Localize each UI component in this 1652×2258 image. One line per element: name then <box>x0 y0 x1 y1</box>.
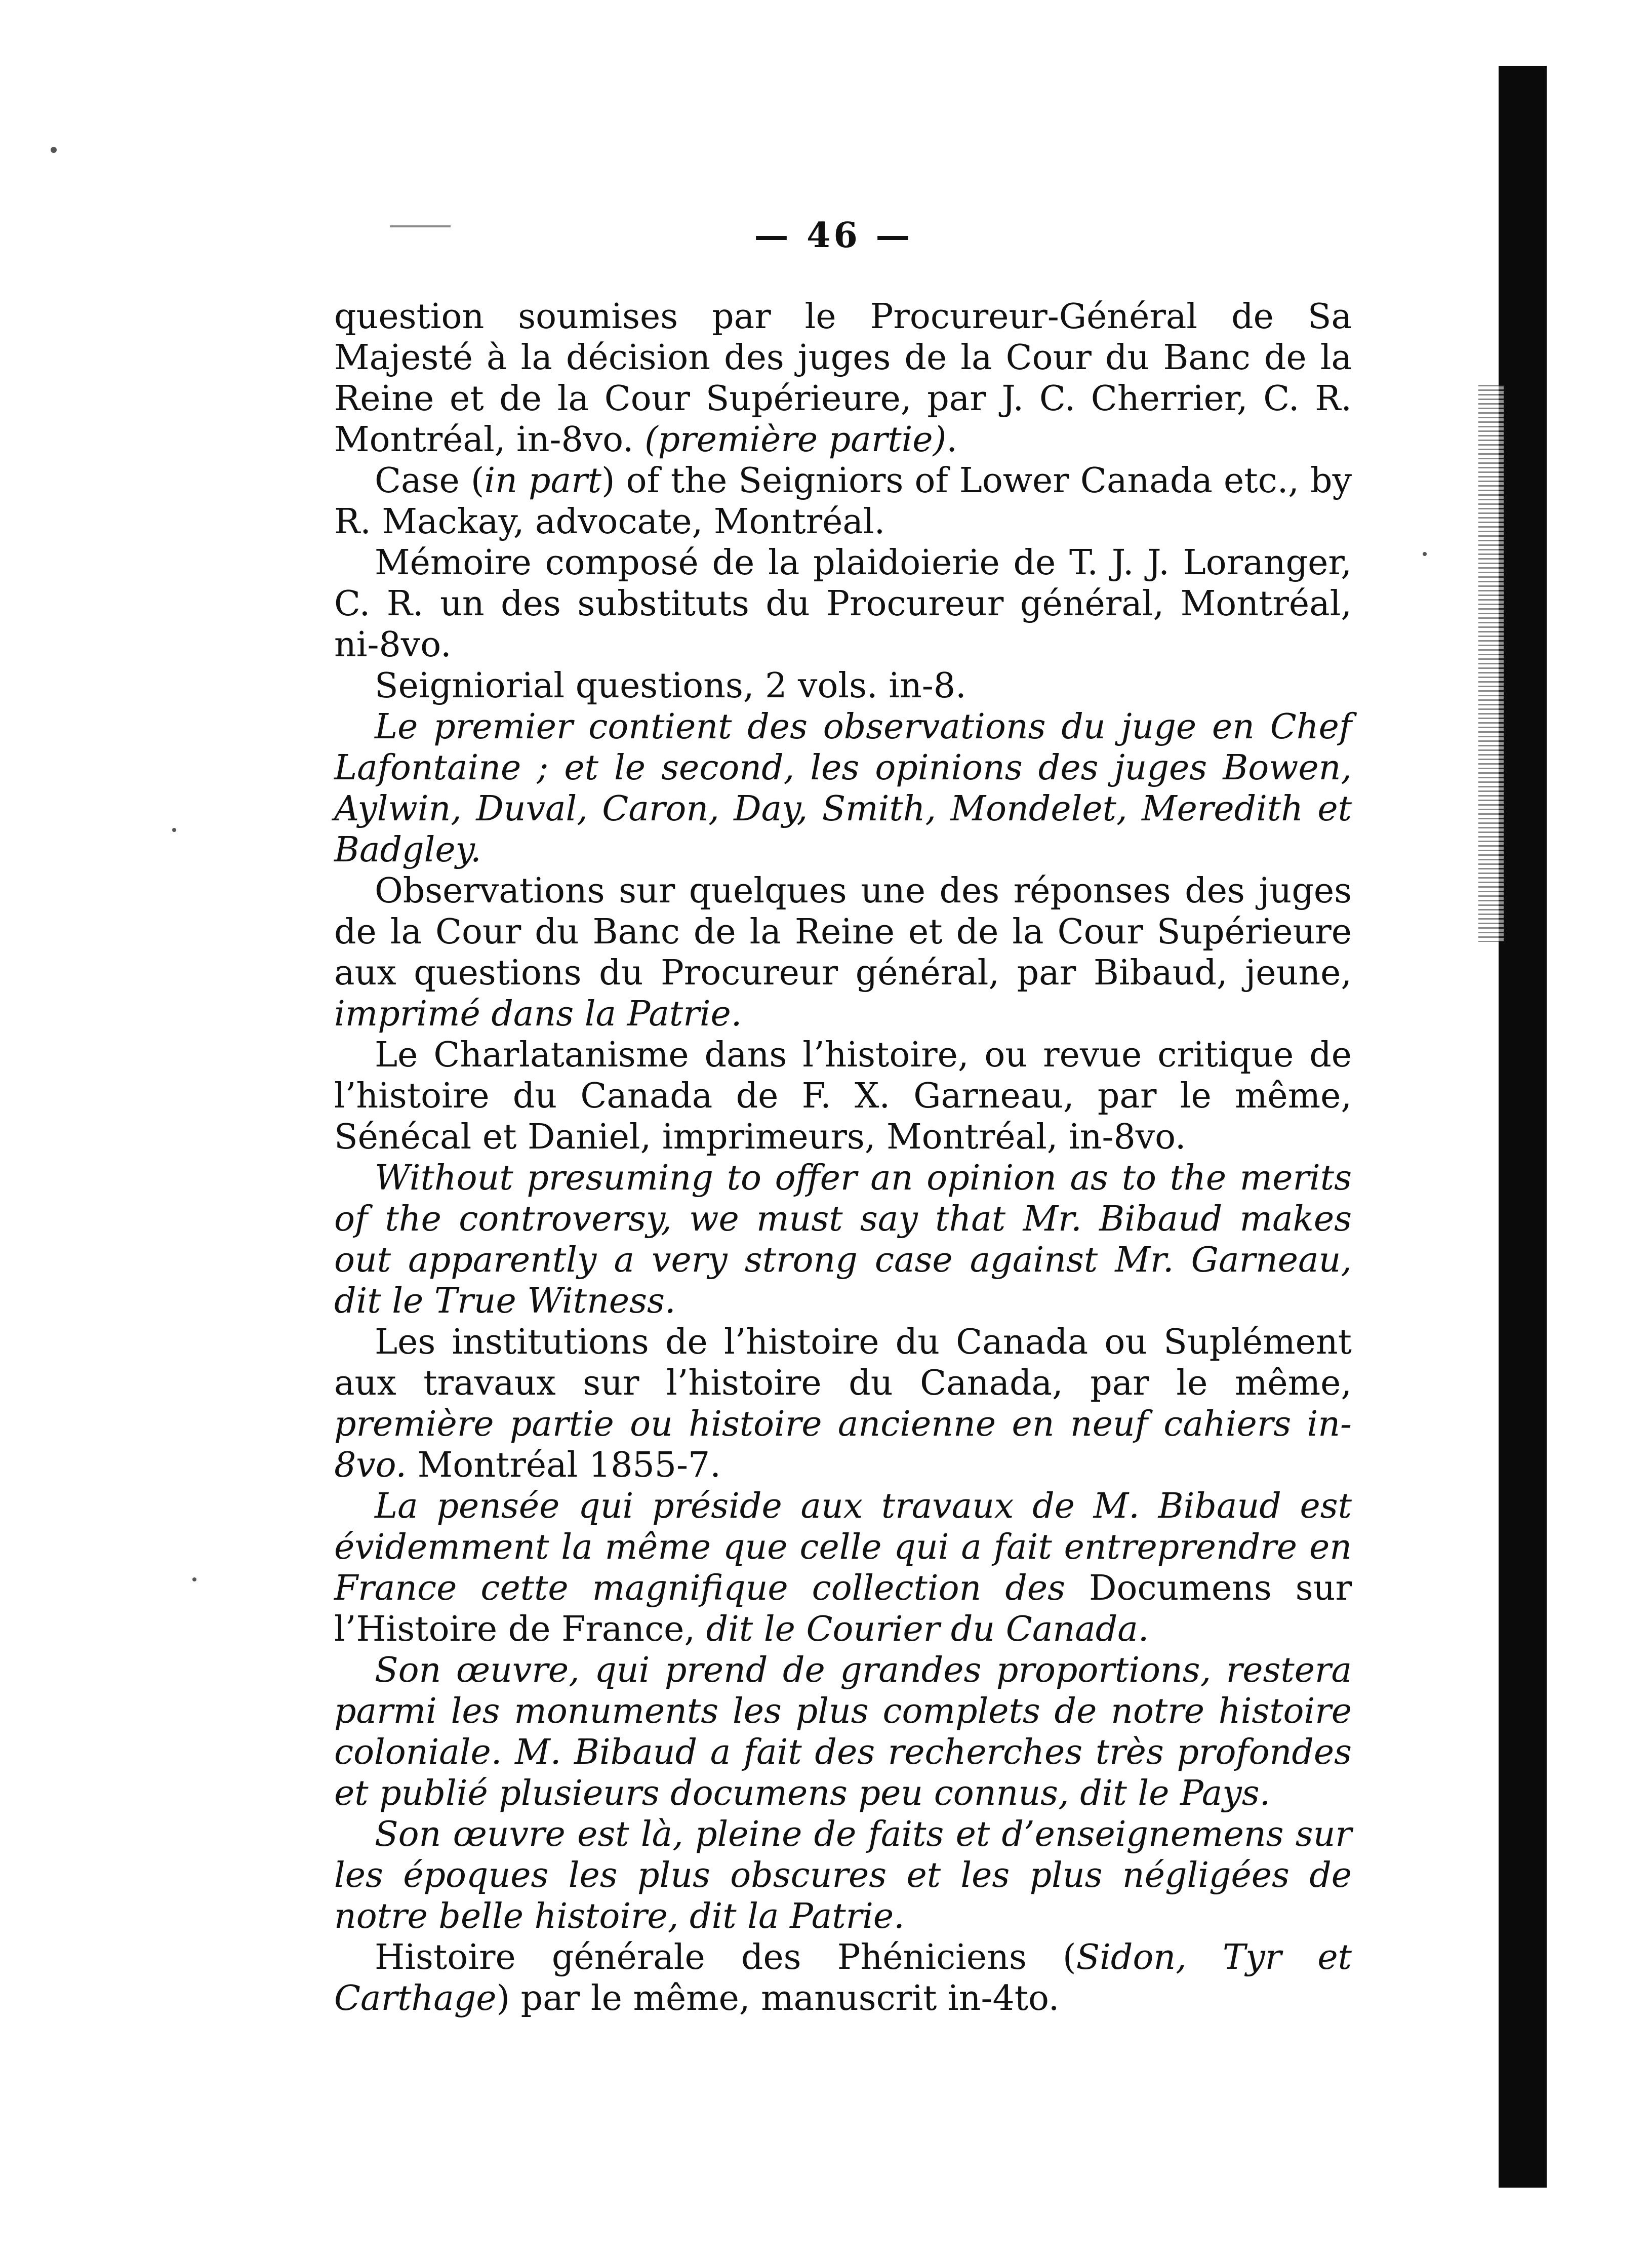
text-segment: Histoire générale des Phéniciens ( <box>375 1937 1076 1977</box>
text-segment: Les institutions de l’histoire du Canada ou Suplément aux travaux sur l’histoire du Canada, par le même, <box>334 1322 1352 1403</box>
scan-artifact-dot <box>172 828 176 832</box>
italic-text-segment: dit le Courier du Canada. <box>706 1609 1149 1649</box>
scan-artifact-dot <box>51 147 57 153</box>
text-segment: Case ( <box>375 461 485 501</box>
italic-text-segment: La pensée qui préside aux travaux de M. Bibaud est évidemment la même que celle qui a fait entreprendre en France cette magnifique collection des <box>334 1486 1352 1608</box>
italic-text-segment: imprimé dans la Patrie. <box>334 994 742 1034</box>
bibliography-paragraph <box>334 1486 1352 1650</box>
text-segment: Documens sur l’Histoire de France, <box>334 1568 1352 1649</box>
bibliography-paragraph <box>334 665 1352 706</box>
text-segment: Seigniorial questions, 2 vols. in-8. <box>375 666 966 706</box>
text-segment: ) par le même, manuscrit in-4to. <box>496 1978 1060 2018</box>
binding-edge-texture <box>1478 385 1504 942</box>
bibliography-paragraph <box>334 542 1352 665</box>
italic-text-segment: première partie ou histoire ancienne en neuf cahiers in-8vo. <box>334 1404 1352 1485</box>
italic-text-segment: in part <box>484 461 601 501</box>
bibliography-paragraph <box>334 460 1352 542</box>
bibliography-paragraph <box>334 1814 1352 1937</box>
italic-text-segment: Le premier contient des observations du juge en Chef Lafontaine ; et le second, les opinions des juges Bowen, Aylwin, Duval, Caron, Day, Smith, Mondelet, Meredith et Badgley. <box>334 707 1352 870</box>
bibliography-paragraph <box>334 870 1352 1035</box>
body-text <box>334 296 1352 2019</box>
bibliography-paragraph <box>334 1158 1352 1322</box>
book-binding-shadow <box>1499 66 1547 2188</box>
text-segment: . <box>946 420 957 460</box>
text-segment: Observations sur quelques une des réponses des juges de la Cour du Banc de la Reine et de la Cour Supérieure aux questions du Procureur général, par Bibaud, jeune, <box>334 871 1352 993</box>
italic-text-segment: Son œuvre, qui prend de grandes proportions, restera parmi les monuments les plus complets de notre histoire coloniale. M. Bibaud a fait des recherches très profondes et publié plusieurs documens peu connus, dit le Pays. <box>334 1650 1352 1813</box>
italic-text-segment: Son œuvre est là, pleine de faits et d’enseignemens sur les époques les plus obscures et les plus négligées de notre belle histoire, dit la Patrie. <box>334 1814 1352 1936</box>
italic-text-segment: Without presuming to offer an opinion as to the merits of the controversy, we must say that Mr. Bibaud makes out apparently a very strong case against Mr. Garneau, dit le True Witness. <box>334 1158 1352 1321</box>
text-segment: Le Charlatanisme dans l’histoire, ou revue critique de l’histoire du Canada de F. X. Garneau, par le même, Sénécal et Daniel, imprimeurs, Montréal, in-8vo. <box>334 1035 1352 1157</box>
bibliography-paragraph <box>334 1035 1352 1158</box>
text-segment: Mémoire composé de la plaidoierie de T. J. J. Loranger, C. R. un des substituts du Procureur général, Montréal, ni-8vo. <box>334 543 1352 665</box>
text-segment: Montréal 1855-7. <box>407 1445 721 1485</box>
italic-text-segment: Sidon, Tyr et Carthage <box>334 1937 1352 2018</box>
bibliography-paragraph <box>334 296 1352 460</box>
scan-artifact-dot <box>192 1577 196 1581</box>
page-number: — 46 — <box>754 215 913 256</box>
text-segment: ) of the Seigniors of Lower Canada etc., by R. Mackay, advocate, Montréal. <box>334 461 1352 542</box>
bibliography-paragraph <box>334 1650 1352 1814</box>
scan-artifact-dot <box>1423 552 1427 556</box>
italic-text-segment: (première partie) <box>644 420 947 460</box>
bibliography-paragraph <box>334 706 1352 870</box>
bibliography-paragraph <box>334 1937 1352 2019</box>
text-segment: question soumises par le Procureur-Général de Sa Majesté à la décision des juges de la Cour du Banc de la Reine et de la Cour Supérieure, par J. C. Cherrier, C. R. Montréal, in-8vo. <box>334 297 1352 460</box>
bibliography-paragraph <box>334 1322 1352 1486</box>
